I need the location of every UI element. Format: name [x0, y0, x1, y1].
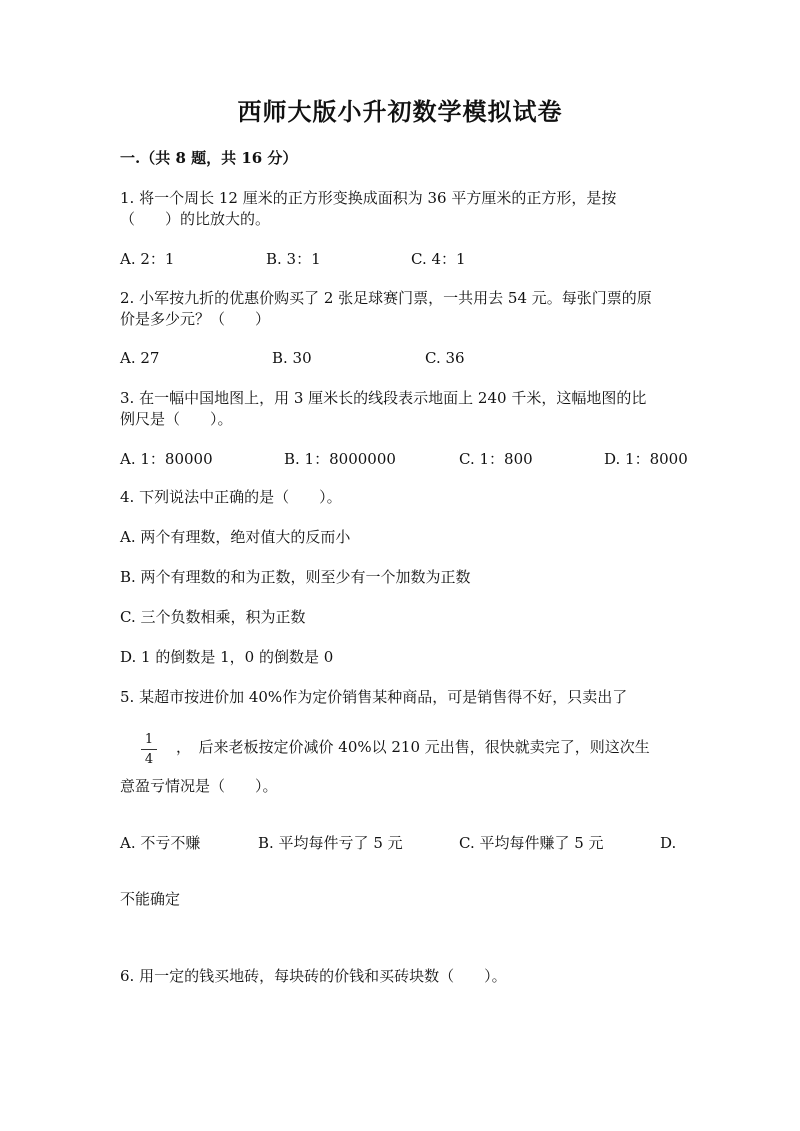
- question-2-option-b[interactable]: B. 30: [272, 349, 312, 367]
- question-3-option-c[interactable]: C. 1：800: [459, 450, 533, 468]
- question-1-line-1: 1. 将一个周长 12 厘米的正方形变换成面积为 36 平方厘米的正方形，是按: [120, 189, 617, 207]
- question-1-option-c[interactable]: C. 4：1: [411, 250, 466, 268]
- question-4-option-a[interactable]: A. 两个有理数，绝对值大的反而小: [120, 528, 351, 546]
- question-4-line-1: 4. 下列说法中正确的是（ ）。: [120, 488, 342, 506]
- question-3-option-a[interactable]: A. 1：80000: [120, 450, 213, 468]
- question-2-option-c[interactable]: C. 36: [425, 349, 465, 367]
- question-1-line-2: （ ）的比放大的。: [120, 210, 271, 228]
- question-5-line-3: 意盈亏情况是（ ）。: [120, 777, 278, 795]
- page-title: 西师大版小升初数学模拟试卷: [237, 97, 563, 126]
- section-heading: 一.（共 8 题，共 16 分）: [120, 149, 298, 167]
- question-2-line-1: 2. 小军按九折的优惠价购买了 2 张足球赛门票，一共用去 54 元。每张门票的原: [120, 289, 652, 307]
- question-5-option-b[interactable]: B. 平均每件亏了 5 元: [258, 834, 403, 852]
- question-3-option-b[interactable]: B. 1：8000000: [284, 450, 396, 468]
- question-6-line-1: 6. 用一定的钱买地砖，每块砖的价钱和买砖块数（ ）。: [120, 967, 507, 985]
- question-4-option-c[interactable]: C. 三个负数相乘，积为正数: [120, 608, 306, 626]
- question-5-line-2: ， 后来老板按定价减价 40%以 210 元出售，很快就卖完了，则这次生: [176, 738, 650, 756]
- question-3-option-d[interactable]: D. 1：8000: [604, 450, 688, 468]
- question-5-option-d-letter[interactable]: D.: [660, 834, 677, 852]
- question-2-option-a[interactable]: A. 27: [120, 349, 160, 367]
- fraction-one-quarter: [141, 732, 157, 767]
- question-4-option-b[interactable]: B. 两个有理数的和为正数，则至少有一个加数为正数: [120, 568, 471, 586]
- question-3-line-2: 例尺是（ ）。: [120, 410, 233, 428]
- fraction-denominator: 4: [144, 752, 154, 767]
- question-2-line-2: 价是多少元？（ ）: [120, 310, 271, 328]
- question-5-option-a[interactable]: A. 不亏不赚: [120, 834, 201, 852]
- question-5-option-c[interactable]: C. 平均每件赚了 5 元: [459, 834, 604, 852]
- fraction-numerator: 1: [144, 732, 154, 747]
- fraction-bar: [141, 749, 157, 750]
- question-4-option-d[interactable]: D. 1 的倒数是 1，0 的倒数是 0: [120, 648, 334, 666]
- question-5-option-d-text[interactable]: 不能确定: [120, 890, 181, 908]
- question-5-line-1: 5. 某超市按进价加 40%作为定价销售某种商品，可是销售得不好，只卖出了: [120, 688, 628, 706]
- question-1-option-b[interactable]: B. 3：1: [266, 250, 321, 268]
- question-3-line-1: 3. 在一幅中国地图上，用 3 厘米长的线段表示地面上 240 千米，这幅地图的比: [120, 389, 647, 407]
- question-1-option-a[interactable]: A. 2：1: [120, 250, 175, 268]
